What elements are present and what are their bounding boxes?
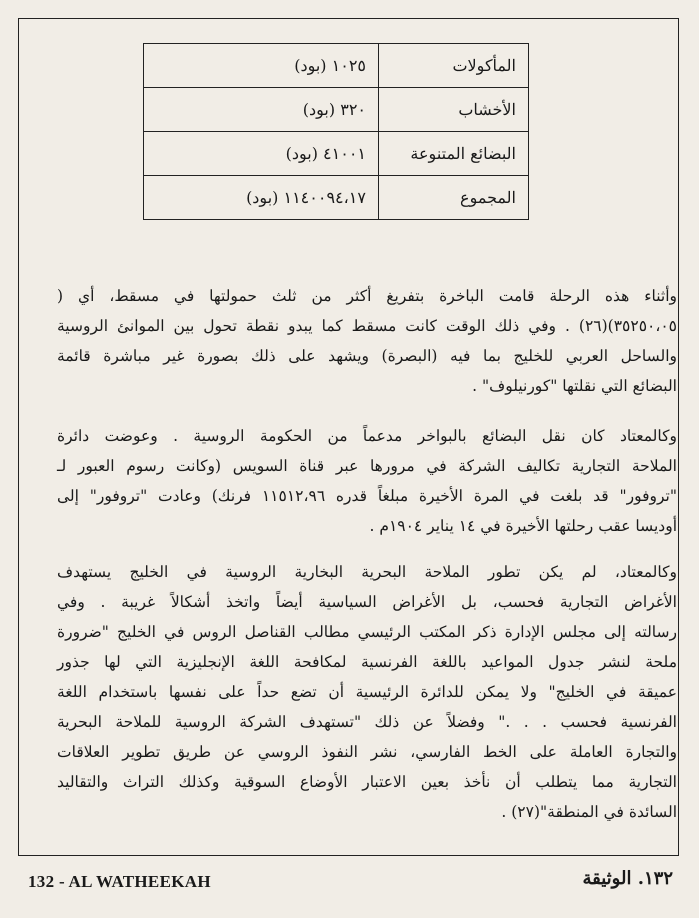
footer-arabic: ١٣٢. الوثيقة <box>582 868 673 889</box>
text-line: والتجارة العاملة على الخط الفارسي، نشر النفوذ الروسي عن طريق تطوير العلاقات <box>57 743 677 761</box>
text-line: الفرنسية فحسب . . ." وفضلاً عن ذلك "تستهدف الشركة الروسية للملاحة البحرية <box>57 713 677 731</box>
table-row-label: البضائع المتنوعة <box>379 132 529 176</box>
text-line: الملاحة التجارية تكاليف الشركة في مرورها عبر قناة السويس (وكانت رسوم العبور لـ <box>57 457 677 475</box>
paragraph-2 <box>57 421 677 541</box>
text-line: وكالمعتاد كان نقل البضائع بالبواخر مدعماً من الحكومة الروسية . وعوضت دائرة <box>57 427 677 445</box>
table-row-label: المجموع <box>379 176 529 220</box>
text-line: والساحل العربي للخليج بما فيه (البصرة) ويشهد على ذلك بصورة غير مباشرة قائمة <box>57 347 677 365</box>
table-row-value: ١٠٢٥ (بود) <box>144 44 379 88</box>
text-line: "تروفور" قد بلغت في المرة الأخيرة مبلغاً قدره ١١٥١٢،٩٦ فرنك) وعادت "تروفور" إلى <box>57 487 677 505</box>
text-line: عميقة في الخليج" ولا يمكن للدائرة الرئيسية أن تضع حداً على نفسها باستخدام اللغة <box>57 683 677 701</box>
text-line: أوديسا عقب رحلتها الأخيرة في ١٤ يناير ١٩٠٤م . <box>369 517 677 535</box>
text-line: ملحة لنشر جدول المواعيد باللغة الفرنسية لمكافحة اللغة الإنجليزية التي لها جذور <box>57 653 677 671</box>
text-line: وكالمعتاد، لم يكن تطور الملاحة البحرية البخارية الروسية في الخليج يستهدف <box>57 563 677 581</box>
text-line: رسالته إلى مجلس الإدارة ذكر المكتب الرئيسي مطالب القناصل الروس في الخليج "ضرورة <box>57 623 677 641</box>
text-line: التجارية مما يتطلب أن نأخذ بعين الاعتبار الأوضاع السوقية وكذلك التراث والتقاليد <box>57 773 677 791</box>
text-line: السائدة في المنطقة"(٢٧) . <box>501 803 677 821</box>
table-row <box>144 132 529 176</box>
table-row <box>144 88 529 132</box>
table-row <box>144 44 529 88</box>
table-row-value: ٣٢٠ (بود) <box>144 88 379 132</box>
table-row-label: الأخشاب <box>379 88 529 132</box>
text-line: الأغراض التجارية فحسب، بل الأغراض السياسية أيضاً واتخذ أشكالاً غريبة . وفي <box>57 593 677 611</box>
table-row-label: المأكولات <box>379 44 529 88</box>
text-line: ٣٥٢٥٠،٠٥)(٢٦) . وفي ذلك الوقت كانت مسقط كما يبدو نقطة تحول بين الموانئ الروسية <box>57 317 677 335</box>
table-row <box>144 176 529 220</box>
page-frame <box>18 18 679 856</box>
footer-english: 132 - AL WATHEEKAH <box>28 872 211 891</box>
table-row-value: ١١٤٠٠٩٤،١٧ (بود) <box>144 176 379 220</box>
text-line: وأثناء هذه الرحلة قامت الباخرة بتفريغ أكثر من ثلث حمولتها في مسقط، أي ( <box>57 287 677 305</box>
paragraph-3 <box>57 557 677 827</box>
text-line: البضائع التي نقلتها "كورنيلوف" . <box>472 377 677 395</box>
table-row-value: ٤١٠٠١ (بود) <box>144 132 379 176</box>
paragraph-1 <box>57 281 677 401</box>
goods-table <box>143 43 529 220</box>
